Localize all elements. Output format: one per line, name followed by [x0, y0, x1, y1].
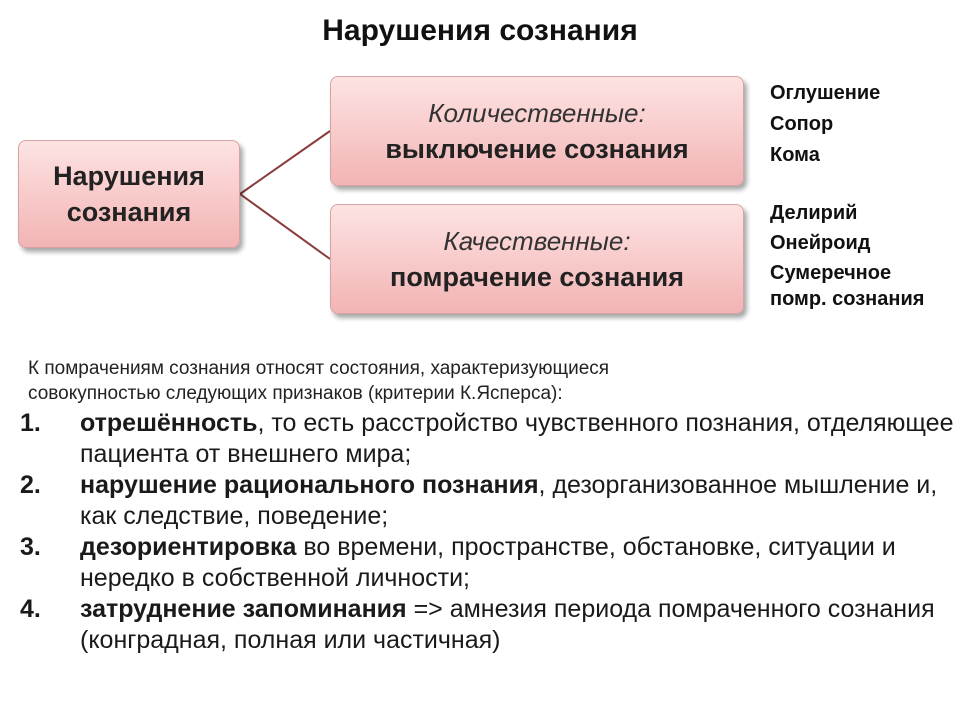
criteria-text — [80, 470, 955, 532]
quantitative-label: Количественные: — [428, 98, 646, 128]
list-item: Делирий — [770, 202, 858, 224]
criteria-rest: , дезорганизованное мышление и, как следствие, поведение; — [80, 471, 938, 530]
root-node-line2: сознания — [66, 197, 192, 227]
criteria-item — [20, 594, 955, 656]
list-item: Онейроид — [770, 232, 871, 254]
qualitative-items — [770, 198, 924, 310]
list-item: Сопор — [770, 113, 834, 135]
criteria-text — [80, 594, 955, 656]
connector-to-quantitative — [240, 131, 330, 194]
connector-to-qualitative — [240, 194, 330, 259]
root-node — [18, 140, 240, 248]
quantitative-items — [770, 78, 880, 171]
criteria-term: затруднение запоминания — [80, 595, 407, 623]
list-item: Сумеречное — [770, 262, 892, 284]
list-item: Кома — [770, 144, 820, 166]
quantitative-name: выключение сознания — [385, 134, 689, 164]
criteria-rest: , то есть расстройство чувственного познания, отделяющее пациента от внешнего мира; — [80, 409, 954, 468]
quantitative-node — [330, 76, 744, 186]
criteria-number: 3. — [20, 533, 41, 561]
criteria-list — [20, 408, 955, 656]
qualitative-label: Качественные: — [443, 226, 631, 256]
criteria-number: 1. — [20, 409, 41, 437]
criteria-text — [80, 408, 955, 470]
criteria-rest: => амнезия периода помраченного сознания (конградная, полная или частичная) — [80, 595, 935, 654]
criteria-number: 2. — [20, 471, 41, 499]
criteria-number: 4. — [20, 595, 41, 623]
list-item: Оглушение — [770, 82, 881, 104]
qualitative-node — [330, 204, 744, 314]
criteria-item — [20, 408, 955, 470]
intro-line: совокупностью следующих признаков (критерии К.Ясперса): — [28, 383, 563, 404]
qualitative-name: помрачение сознания — [390, 262, 684, 292]
criteria-item — [20, 532, 955, 594]
criteria-item — [20, 470, 955, 532]
criteria-text — [80, 532, 955, 594]
criteria-term: отрешённость — [80, 409, 258, 437]
page-title: Нарушения сознания — [322, 14, 638, 47]
criteria-rest: во времени, пространстве, обстановке, ситуации и нередко в собственной личности; — [80, 533, 896, 592]
list-item: помр. сознания — [770, 288, 925, 310]
intro-line: К помрачениям сознания относят состояния, характеризующиеся — [28, 358, 610, 379]
criteria-term: дезориентировка — [80, 533, 297, 561]
root-node-line1: Нарушения — [53, 161, 205, 191]
intro-text — [28, 356, 948, 406]
criteria-term: нарушение рационального познания — [80, 471, 539, 499]
